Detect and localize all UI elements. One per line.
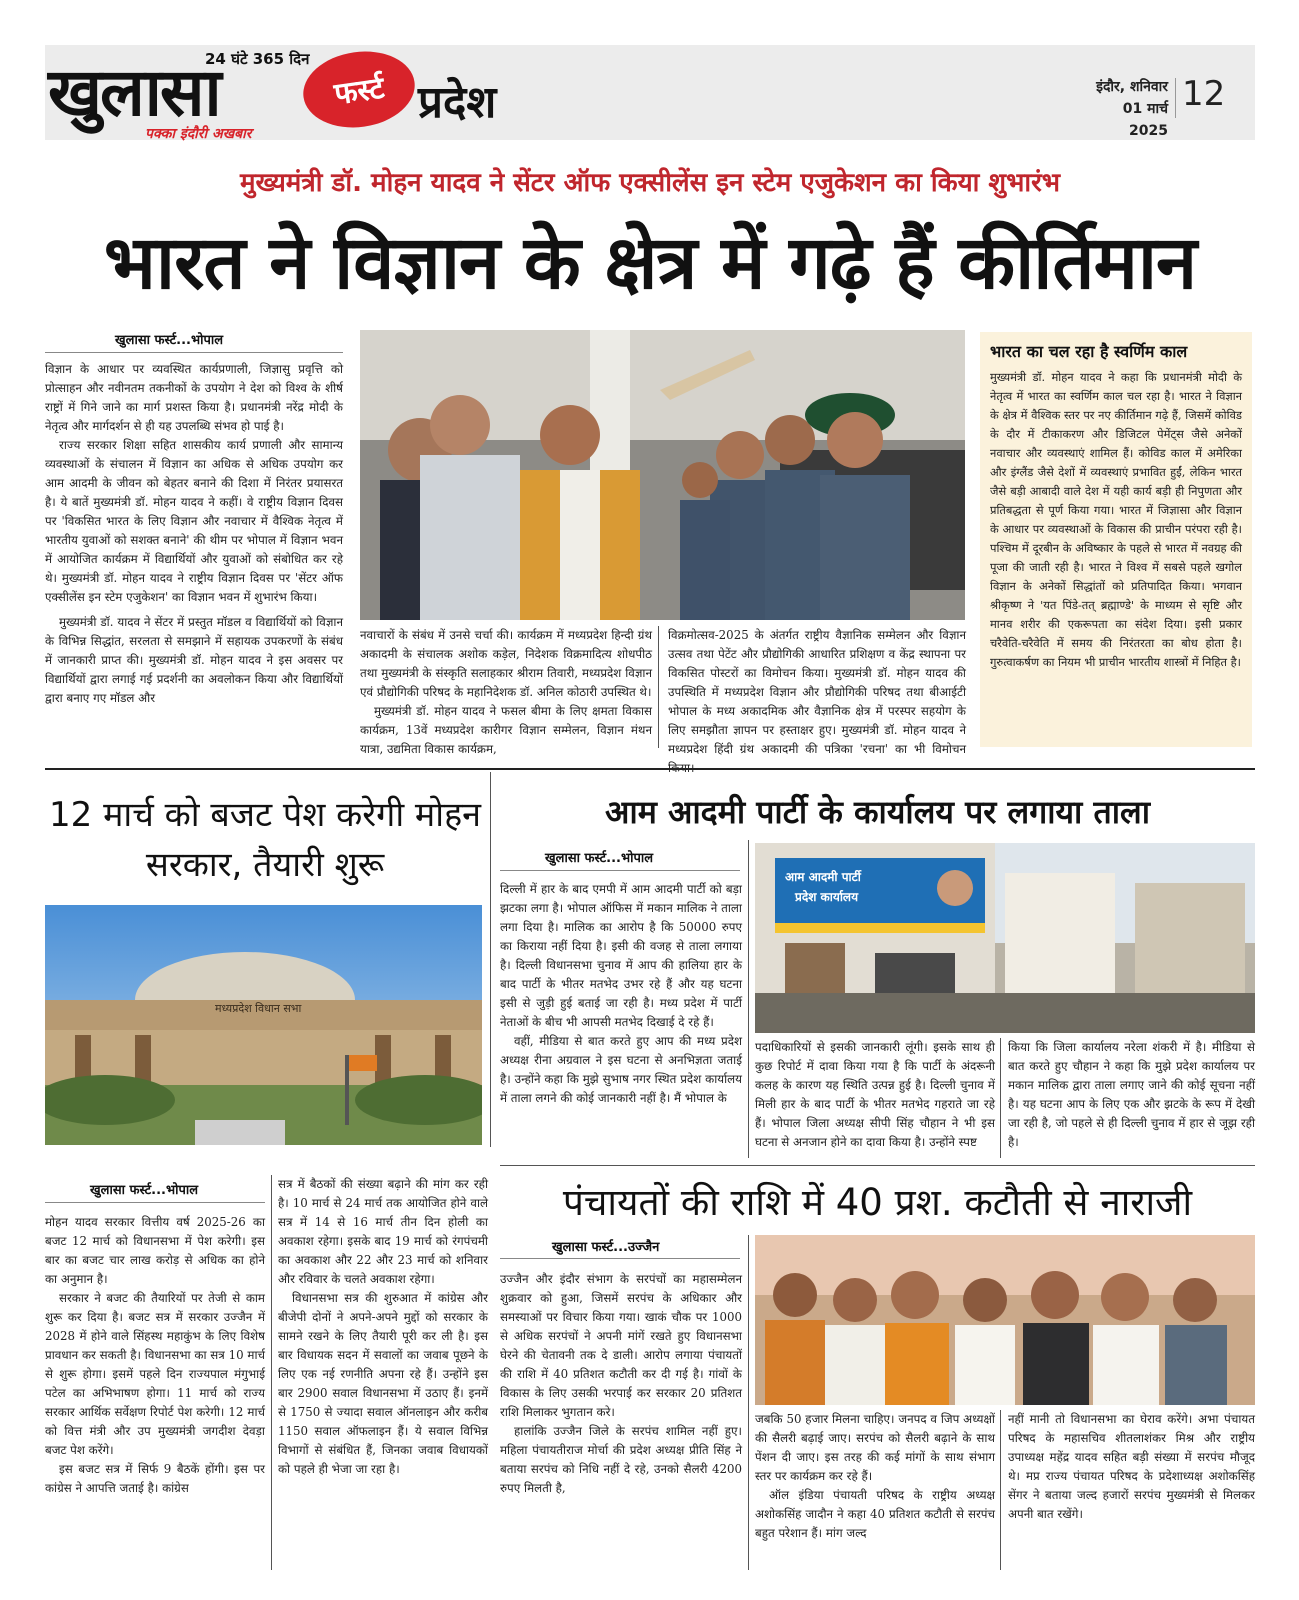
newspaper-logo: खुलासा: [48, 54, 220, 131]
main-column-3: [668, 626, 966, 778]
budget-headline: 12 मार्च को बजट पेश करेगी मोहन सरकार, तैयारी शुरू: [49, 795, 481, 885]
paragraph: नवाचारों के संबंध में उनसे चर्चा की। कार्यक्रम में मध्यप्रदेश हिन्दी ग्रंथ अकादमी के संचालक अशोक कड़ेल, निदेशक विक्रमादित्य शोधपीठ तथा मुख्यमंत्री के संस्कृति सलाहकार श्रीराम तिवारी, मध्यप्रदेश विज्ञान एवं प्रौद्योगिकी परिषद के महानिदेशक डॉ. अनिल कोठारी उपस्थित थे।: [360, 628, 652, 699]
budget-column-1: [45, 1213, 265, 1498]
budget-column-2: [278, 1175, 488, 1479]
budget-photo: [45, 905, 482, 1145]
paragraph: किया कि जिला कार्यालय नरेला शंकरी में है। मीडिया से बात करते हुए चौहान ने कहा कि मुझे प्रदेश कार्यालय पर मकान मालिक द्वारा ताला लगाए जाने की कोई सूचना नहीं है। यह घटना आप के लिए एक और झटके के रूप में देखी जा रही है, जो पहले से ही दिल्ली चुनाव में हार से जूझ रही है।: [1008, 1040, 1255, 1149]
panchayat-column-3: [1008, 1410, 1255, 1524]
paragraph: मुख्यमंत्री डॉ. यादव ने सेंटर में प्रस्तुत मॉडल व विद्यार्थियों को विज्ञान के विभिन्न सिद्धांत, सरलता से समझाने में सहायक उपकरणों के संबंध में जानकारी प्राप्त की। मुख्यमंत्री डॉ. मोहन यादव ने इस अवसर पर विद्यार्थियों द्वारा लगाई गई प्रदर्शनी का अवलोकन किया और विद्यार्थियों द्वारा बनाए गए मॉडल और: [45, 615, 343, 705]
place-day: इंदौर, शनिवार: [1096, 79, 1168, 95]
paragraph: वहीं, मीडिया से बात करते हुए आप की मध्य प्रदेश अध्यक्ष रीना अग्रवाल ने इस घटना से अनभिज्ञता जताई है। उन्होंने कहा कि मुझे सुभाष नगर स्थित प्रदेश कार्यालय में ताला लगने की कोई जानकारी नहीं है। मैं भोपाल के: [500, 1034, 742, 1105]
aap-column-3: [1008, 1038, 1255, 1152]
section-rule: [500, 1165, 1255, 1166]
science-event-photo: [360, 330, 965, 620]
byline-rule: [500, 870, 740, 871]
section-title: प्रदेश: [418, 77, 497, 128]
paragraph: जबकि 50 हजार मिलना चाहिए। जनपद व जिप अध्यक्षों की सैलरी बढ़ाई जाए। सरपंच को सैलरी बढ़ाने के साथ पेंशन दी जाए। इस तरह की कई मांगों के साथ संभाग स्तर पर कार्यक्रम कर रहे हैं।: [755, 1412, 995, 1483]
masthead-tagline: 24 घंटे 365 दिन: [205, 50, 310, 68]
paragraph: उज्जैन और इंदौर संभाग के सरपंचों का महासम्मेलन शुक्रवार को हुआ, जिसमें सरपंच के अधिकार और समस्याओं पर विचार किया गया। खाकं चौक पर 1000 से अधिक सरपंचों ने अपनी मांगें रखते हुए विधानसभा घेरने की चेतावनी तक दे डाली। आरोप लगाया पंचायतों की राशि में 40 प्रतिशत कटौती कर दी गई है। गांवों के विकास के लिए उसकी भरपाई कर सरकार 20 प्रतिशत राशि मिलाकर भुगतान करे।: [500, 1272, 742, 1419]
sidebar-box: [980, 332, 1252, 747]
section-rule: [45, 768, 1255, 770]
panchayat-column-1: [500, 1270, 742, 1498]
byline-rule: [45, 1202, 265, 1203]
vidhan-sabha-photo: [45, 905, 482, 1145]
photo-sign-line-2: प्रदेश कार्यालय: [795, 890, 859, 904]
column-divider: [490, 772, 491, 1147]
paragraph: विक्रमोत्सव-2025 के अंतर्गत राष्ट्रीय वैज्ञानिक सम्मेलन और विज्ञान उत्सव तथा पेटेंट और प्रौद्योगिकी आधारित प्रशिक्षण व केंद्र स्थापना पर विकसित पोस्टरों का विमोचन किया। मुख्यमंत्री डॉ. मोहन यादव की उपस्थिति में मध्यप्रदेश विज्ञान और प्रौद्योगिकी परिषद तथा बीआईटी भोपाल के मध्य अकादमिक और वैज्ञानिक क्षेत्र में परस्पर सहयोग के लिए समझौता ज्ञापन पर हस्ताक्षर हुए। मुख्यमंत्री डॉ. मोहन यादव ने मध्यप्रदेश हिंदी ग्रंथ अकादमी की पत्रिका 'रचना' का भी विमोचन: [668, 628, 966, 756]
column-divider: [748, 840, 749, 1158]
column-divider: [1000, 1038, 1001, 1158]
byline-rule: [500, 1258, 740, 1259]
main-headline: भारत ने विज्ञान के क्षेत्र में गढ़े हैं कीर्तिमान: [103, 220, 1197, 306]
paragraph: राज्य सरकार शिक्षा सहित शासकीय कार्य प्रणाली और सामान्य व्यवस्थाओं के संचालन में विज्ञान का अधिक से अधिक उपयोग कर आम आदमी के जीवन को बेहतर बनाने की दिशा में निरंतर प्रयासरत है। ये बातें मुख्यमंत्री डॉ. मोहन यादव ने कहीं। वे राष्ट्रीय विज्ञान दिवस पर 'विकसित भारत के लिए विज्ञान और नवाचार में वैश्विक नेतृत्व में भारतीय युवाओं को सशक्त बनाने' की थीम पर भोपाल में विज्ञान भवन में आयोजित कार्यक्रम में विद्यार्थियों और युवाओं को संबोधित कर रहे थे। मुख्यमंत्री डॉ. मोहन यादव ने राष्ट्रीय विज्ञान दिवस पर 'सेंटर ऑफ एक्सीलेंस इन स्टेम एजुकेशन' का विज्ञान भवन में शुभारंभ किया।: [45, 438, 343, 604]
paragraph: विधानसभा सत्र की शुरुआत में कांग्रेस और बीजेपी दोनों ने अपने-अपने मुद्दों को सरकार के सामने रखने के लिए तैयारी पूरी कर ली है। इस बार विधायक सदन में सवालों का जवाब पूछने के लिए एक नई रणनीति अपना रहे हैं। उन्होंने इस बार 2900 सवाल विधानसभा में उठाए हैं। इनमें से 1750 से ज्यादा सवाल ऑनलाइन और करीब 1150 सवाल ऑफलाइन हैं। ये सवाल विभिन्न विभागों से संबंधित हैं, जिनका जवाब विधायकों को पहले ही भेजा जा रहा है।: [278, 1291, 488, 1476]
panchayat-byline: खुलासा फर्स्ट...उज्जैन: [552, 1240, 660, 1255]
sidebar-title: भारत का चल रहा है स्वर्णिम काल: [990, 342, 1188, 361]
photo-sign-line-1: आम आदमी पार्टी: [785, 870, 861, 884]
main-kicker: मुख्यमंत्री डॉ. मोहन यादव ने सेंटर ऑफ एक्सीलेंस इन स्टेम एजुकेशन का किया शुभारंभ: [239, 168, 1061, 198]
dateline: [1088, 76, 1168, 142]
paragraph: दिल्ली में हार के बाद एमपी में आम आदमी पार्टी को बड़ा झटका लगा है। भोपाल ऑफिस में मकान मालिक ने ताला लगा दिया है। मालिक का आरोप है कि 50000 रुपए का किराया नहीं दिया है। इसी की वजह से ताला लगाया है। दिल्ली विधानसभा चुनाव में आप की हालिया हार के बाद पार्टी के भीतर मतभेद उभर रहे हैं और यह घटना इसी से जुड़ी हुई बताई जा रही है। मध्य प्रदेश में पार्टी नेताओं के बीच भी आपसी मतभेद दिखाई दे रहे हैं।: [500, 882, 742, 1029]
aap-headline: आम आदमी पार्टी के कार्यालय पर लगाया ताला: [605, 793, 1150, 831]
sidebar-text: मुख्यमंत्री डॉ. मोहन यादव ने कहा कि प्रधानमंत्री मोदी के नेतृत्व में भारत का स्वर्णिम काल चल रहा है। भारत ने विज्ञान के क्षेत्र में वैश्विक स्तर पर नए कीर्तिमान गढ़े हैं, जिसमें कोविड के दौर में टीकाकरण और डिजिटल पेमेंट्स जैसे अनेकों नवाचार और व्यवस्थाएं शामिल हैं। कोविड काल में अमेरिका और इंग्लैंड जैसे देशों में व्यवस्थाएं प्रभावित हुईं, लेकिन भारत जैसे बड़ी आबादी वाले देश में यही कार्य बड़ी ही निपुणता और प्रतिबद्धता से पूर्ण किया गया। भारत में जिज्ञासा और विज्ञान के आधार पर व्यवस्थाओं के विकास की प्राचीन परंपरा रही है। पश्चिम में दूरबीन के अविष्कार के पहले से भारत में नवग्रह की पूजा की जाती रही है। भारत ने विश्व में सबसे पहले खगोल विज्ञान के अनेकों सिद्धांतों को प्रतिपादित किया। भगवान श्रीकृष्ण ने 'यत पिंडे-तत् ब्रह्माण्डे' के माध्यम से सृष्टि और मानव शरीर की एकरूपता का संदेश दिया। इसी प्रकार चरैवेति-चरैवेति में समय की निरंतरता का बोध होता है। गुरुत्वाकर्षण का नियम भी प्राचीन भारतीय शास्त्रों में निहित है।: [990, 370, 1242, 669]
main-byline: खुलासा फर्स्ट...भोपाल: [115, 333, 224, 348]
main-photo: [360, 330, 965, 620]
building-sign: मध्यप्रदेश विधान सभा: [215, 1002, 302, 1015]
paragraph: इस बजट सत्र में सिर्फ 9 बैठकें होंगी। इस पर कांग्रेस ने आपत्ति जताई है। कांग्रेस: [45, 1462, 265, 1495]
paragraph: सत्र में बैठकों की संख्या बढ़ाने की मांग कर रही है। 10 मार्च से 24 मार्च तक आयोजित होने वाले सत्र में 14 से 16 मार्च तीन दिन होली का अवकाश रहेगा। इसके बाद 19 मार्च को रंगपंचमी का अवकाश और 22 और 23 मार्च को शनिवार और रविवार के चलते अवकाश रहेगा।: [278, 1177, 488, 1286]
aap-column-2: [755, 1038, 995, 1152]
panchayat-photo: [755, 1235, 1255, 1405]
column-divider: [1000, 1410, 1001, 1570]
panchayat-headline: पंचायतों की राशि में 40 प्रश. कटौती से नाराजी: [562, 1181, 1193, 1224]
paragraph: मुख्यमंत्री डॉ. मोहन यादव ने फसल बीमा के लिए क्षमता विकास कार्यक्रम, 13वें मध्यप्रदेश कारीगर विज्ञान सम्मेलन, विज्ञान मंथन यात्रा, उद्यमिता विकास कार्यक्रम,: [360, 704, 652, 756]
paragraph: नहीं मानी तो विधानसभा का घेराव करेंगे। अभा पंचायत परिषद के महासचिव शीतलाशंकर मिश्र और राष्ट्रीय उपाध्यक्ष महेंद्र यादव सहित बड़ी संख्या में सरपंच मौजूद थे। मप्र राज्य पंचायत परिषद के प्रदेशाध्यक्ष अशोकसिंह सेंगर ने बताया जल्द हजारों सरपंच मुख्यमंत्री से मिलकर अपनी बात रखेंगे।: [1008, 1412, 1255, 1521]
column-divider: [658, 626, 659, 748]
column-divider: [271, 1175, 272, 1570]
byline-rule: [45, 352, 343, 353]
aap-column-1: [500, 880, 742, 1108]
paragraph: हालांकि उज्जैन जिले के सरपंच शामिल नहीं हुए। महिला पंचायतीराज मोर्चा की प्रदेश अध्यक्ष प्रीति सिंह ने बताया सरपंच को निधि नहीं दे रहे, उनको सैलरी 4200 रुपए मिलती है,: [500, 1424, 742, 1495]
logo-subtitle: पक्का इंदौरी अखबार: [145, 126, 252, 142]
aap-byline: खुलासा फर्स्ट...भोपाल: [545, 851, 654, 866]
paragraph: ऑल इंडिया पंचायती परिषद के राष्ट्रीय अध्यक्ष अशोकसिंह जादौन ने कहा 40 प्रतिशत कटौती से सरपंच बहुत परेशान हैं। मांग जल्द: [755, 1488, 995, 1540]
budget-byline: खुलासा फर्स्ट...भोपाल: [90, 1183, 199, 1198]
main-column-2: [360, 626, 652, 759]
main-column-1: [45, 360, 343, 708]
page-number: 12: [1182, 74, 1226, 114]
paragraph: पदाधिकारियों से इसकी जानकारी लूंगी। इसके साथ ही कुछ रिपोर्ट में दावा किया गया है कि पार्टी के अंदरूनी कलह के कारण यह स्थिति उत्पन्न हुई है। दिल्ली चुनाव में मिली हार के बाद पार्टी के भीतर मतभेद गहराते जा रहे हैं। भोपाल जिला अध्यक्ष सीपी सिंह चौहान ने भी इस घटना से अनजान होने का दावा किया है। उन्होंने स्पष्ट: [755, 1040, 995, 1149]
logo-badge: फर्स्ट: [298, 45, 419, 135]
sarpanch-meeting-photo: [755, 1235, 1255, 1405]
aap-photo: [755, 843, 1255, 1033]
panchayat-column-2: [755, 1410, 995, 1543]
paragraph: विज्ञान के आधार पर व्यवस्थित कार्यप्रणाली, जिज्ञासु प्रवृत्ति को प्रोत्साहन और नवीनतम तकनीकों के उपयोग ने देश को विश्व के शीर्ष राष्ट्रों में गिने जाने का मार्ग प्रशस्त किया है। प्रधानमंत्री नरेंद्र मोदी के नेतृत्व और मार्गदर्शन से ही यह उपलब्धि संभव हो पाई है।: [45, 362, 343, 433]
paragraph: सरकार ने बजट की तैयारियों पर तेजी से काम शुरू कर दिया है। बजट सत्र में सरकार उज्जैन में 2028 में होने वाले सिंहस्थ महाकुंभ के लिए विशेष प्रावधान कर सकती है। विधानसभा का सत्र 10 मार्च से शुरू होगा। इसमें पहले दिन राज्यपाल मंगुभाई पटेल का अभिभाषण होगा। 11 मार्च को राज्य सरकार आर्थिक सर्वेक्षण रिपोर्ट पेश करेगी। 12 मार्च को वित्त मंत्री और उप मुख्यमंत्री जगदीश देवड़ा बजट पेश करेंगे।: [45, 1291, 265, 1457]
issue-date: 01 मार्च 2025: [1122, 101, 1168, 139]
column-divider: [748, 1235, 749, 1570]
paragraph: मोहन यादव सरकार वित्तीय वर्ष 2025-26 का बजट 12 मार्च को विधानसभा में पेश करेगी। इस बार का बजट चार लाख करोड़ से अधिक का होने का अनुमान है।: [45, 1215, 265, 1286]
masthead-divider: [1175, 78, 1176, 118]
